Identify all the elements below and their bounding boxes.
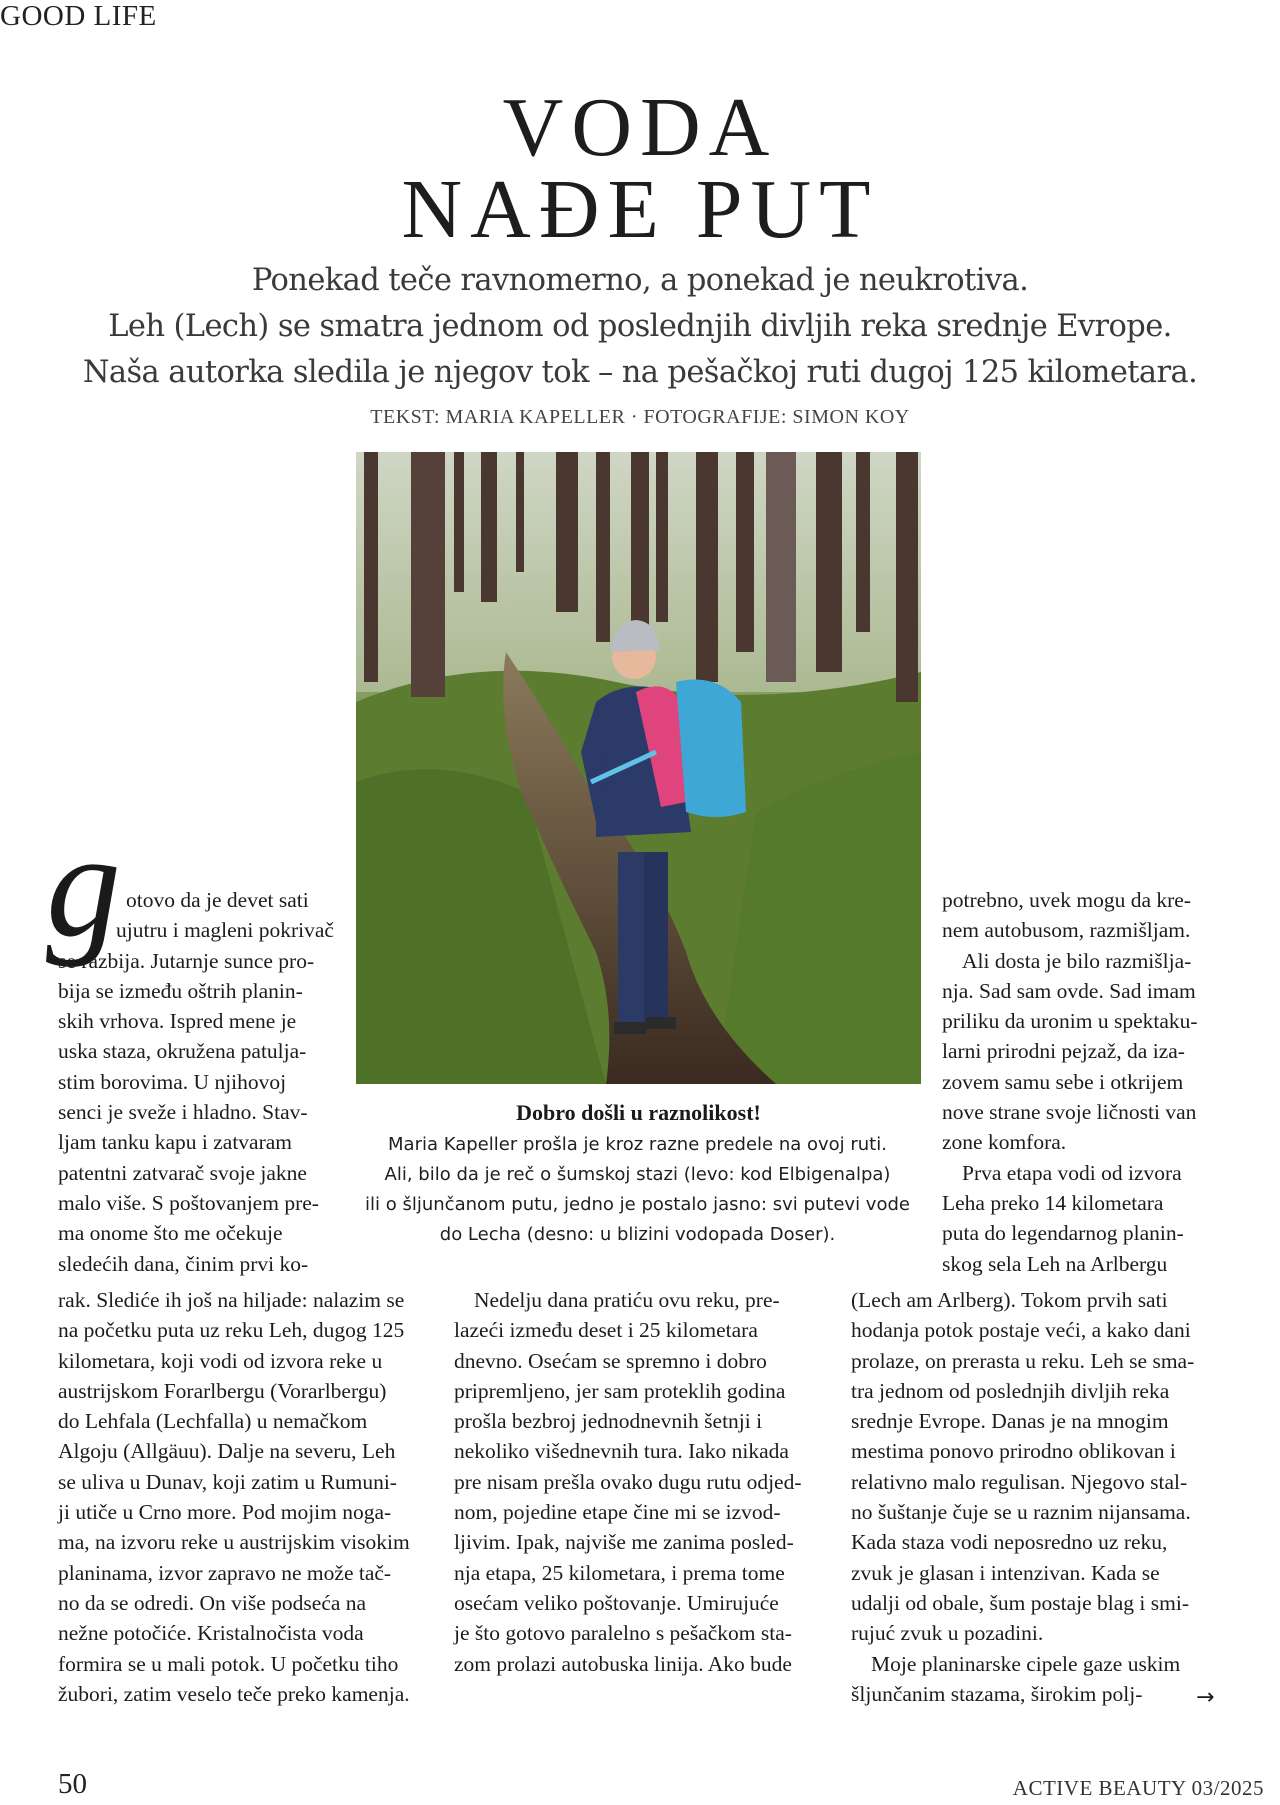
text-line: malo više. S poštovanjem pre- — [58, 1190, 319, 1215]
text-line: prošla bezbroj jednodnevnih šetnji i — [454, 1409, 763, 1434]
column-3-top — [942, 885, 1198, 1279]
text-line: zom prolazi autobuska linija. Ako bude — [454, 1651, 792, 1676]
text-line: je što gotovo paralelno s pešačkom sta- — [454, 1621, 792, 1646]
caption-line: do Lecha (desno: u blizini vodopada Doser). — [439, 1224, 836, 1245]
text-line: ma onome što me očekuje — [58, 1221, 283, 1246]
text-line: skih vrhova. Ispred mene je — [58, 1009, 297, 1034]
deck-line: Naša autorka sledila je njegov tok – na pešačkoj ruti dugoj 125 kilometara. — [82, 355, 1198, 390]
text-line: relativno malo regulisan. Njegovo stal- — [851, 1469, 1188, 1494]
text-line: stim borovima. U njihovoj — [58, 1069, 287, 1094]
column-1-bottom — [58, 1285, 410, 1709]
text-line: mestima ponovo prirodno oblikovan i — [851, 1439, 1176, 1464]
text-line: žubori, zatim veselo teče preko kamenja. — [58, 1681, 410, 1706]
credits: TEKST: MARIA KAPELLER · FOTOGRAFIJE: SIMON KOY — [370, 406, 910, 428]
text-line: nežne potočiće. Kristalnočista voda — [58, 1621, 364, 1646]
text-line: senci je sveže i hladno. Stav- — [58, 1100, 308, 1125]
hiker-forest-photo — [356, 452, 921, 1084]
text-line: potrebno, uvek mogu da kre- — [942, 888, 1191, 912]
text-line: hodanja potok postaje veći, a kako dani — [851, 1318, 1191, 1343]
title-line-2: NAĐE PUT — [401, 163, 879, 256]
text-line: ji utiče u Crno more. Pod mojim noga- — [58, 1500, 392, 1525]
text-line: rak. Slediće ih još na hiljade: nalazim se — [58, 1288, 405, 1312]
text-line: se razbija. Jutarnje sunce pro- — [58, 948, 315, 973]
text-line: nja etapa, 25 kilometara, i prema tome — [454, 1560, 785, 1585]
text-line: Moje planinarske cipele gaze uskim — [871, 1651, 1181, 1676]
text-line: dnevno. Osećam se spremno i dobro — [454, 1348, 767, 1373]
caption-headline: Dobro došli u raznolikost! — [516, 1100, 761, 1125]
deck — [40, 258, 1240, 396]
text-line: skog sela Leh na Arlbergu — [942, 1251, 1168, 1276]
page-number: 50 — [58, 1768, 87, 1800]
text-line: (Lech am Arlberg). Tokom prvih sati — [851, 1288, 1168, 1312]
text-line: šljunčanim stazama, širokim polj- — [851, 1681, 1143, 1706]
deck-line: Leh (Lech) se smatra jednom od poslednjih divljih reka srednje Evrope. — [108, 309, 1172, 344]
caption-body — [340, 1130, 935, 1250]
text-line: otovo da je devet sati — [126, 888, 309, 912]
text-line: formira se u mali potok. U početku tiho — [58, 1651, 399, 1676]
text-line: bija se između oštrih planin- — [58, 978, 303, 1003]
issue-label: ACTIVE BEAUTY 03/2025 — [1012, 1776, 1264, 1800]
text-line: no da se odredi. On više podseća na — [58, 1590, 367, 1615]
text-line: Kada staza vodi neposredno uz reku, — [851, 1530, 1168, 1555]
caption-line: Ali, bilo da je reč o šumskoj stazi (levo: kod Elbigenalpa) — [384, 1164, 891, 1185]
text-line: pre nisam prešla ovako dugu rutu odjed- — [454, 1469, 802, 1494]
text-line: ljam tanku kapu i zatvaram — [58, 1130, 293, 1155]
column-1-top — [58, 885, 334, 1279]
text-line: pripremljeno, jer sam proteklih godina — [454, 1378, 786, 1403]
text-line: do Lehfala (Lechfalla) u nemačkom — [58, 1409, 368, 1434]
text-line: uska staza, okružena patulja- — [58, 1039, 307, 1064]
text-line: larni prirodni pejzaž, da iza- — [942, 1039, 1185, 1064]
text-line: kilometara, koji vodi od izvora reke u — [58, 1348, 383, 1373]
text-line: nja. Sad sam ovde. Sad imam — [942, 978, 1196, 1003]
text-line: planinama, izvor zapravo ne može tač- — [58, 1560, 392, 1585]
text-line: zovem samu sebe i otkrijem — [942, 1069, 1184, 1094]
text-line: tra jednom od poslednjih divljih reka — [851, 1378, 1170, 1403]
text-line: se uliva u Dunav, koji zatim u Rumuni- — [58, 1469, 397, 1494]
text-line: na početku puta uz reku Leh, dugog 125 — [58, 1318, 405, 1343]
text-line: srednje Evrope. Danas je na mnogim — [851, 1409, 1169, 1434]
text-line: patentni zatvarač svoje jakne — [58, 1160, 307, 1185]
text-line: nom, pojedine etape čine mi se izvod- — [454, 1500, 781, 1525]
column-3-bottom — [851, 1285, 1194, 1709]
text-line: sledećih dana, činim prvi ko- — [58, 1251, 309, 1276]
text-line: ma, na izvoru reke u austrijskim visokim — [58, 1530, 410, 1555]
text-line: osećam veliko poštovanje. Umirujuće — [454, 1590, 779, 1615]
text-line: prolaze, on prerasta u reku. Leh se sma- — [851, 1348, 1195, 1373]
continue-arrow-icon: → — [1196, 1685, 1215, 1710]
caption-line: Maria Kapeller prošla je kroz razne predele na ovoj ruti. — [388, 1134, 887, 1155]
title-line-1: VODA — [502, 81, 778, 174]
text-line: lazeći između deset i 25 kilometara — [454, 1318, 758, 1343]
text-line: udalji od obale, šum postaje blag i smi- — [851, 1590, 1189, 1615]
text-line: austrijskom Forarlbergu (Vorarlbergu) — [58, 1378, 387, 1403]
text-line: nem autobusom, razmišljam. — [942, 918, 1191, 943]
text-line: Algoju (Allgäuu). Dalje na severu, Leh — [58, 1439, 396, 1464]
text-line: Ali dosta je bilo razmišlja- — [962, 948, 1192, 973]
text-line: zone komfora. — [942, 1130, 1067, 1155]
caption-line: ili o šljunčanom putu, jedno je postalo jasno: svi putevi vode — [365, 1194, 910, 1215]
text-line: Prva etapa vodi od izvora — [962, 1160, 1182, 1185]
text-line: Nedelju dana pratiću ovu reku, pre- — [474, 1288, 780, 1312]
text-line: zvuk je glasan i intenzivan. Kada se — [851, 1560, 1160, 1585]
text-line: ljivim. Ipak, najviše me zanima posled- — [454, 1530, 794, 1555]
text-line: no šuštanje čuje se u raznim nijansama. — [851, 1500, 1191, 1525]
text-line: ujutru i magleni pokrivač — [116, 918, 334, 943]
text-line: nove strane svoje ličnosti van — [942, 1100, 1197, 1125]
section-label: GOOD LIFE — [0, 0, 157, 32]
column-2 — [454, 1285, 802, 1679]
text-line: Leha preko 14 kilometara — [942, 1190, 1164, 1215]
drop-cap: g — [46, 802, 121, 968]
text-line: rujuć zvuk u pozadini. — [851, 1621, 1044, 1646]
text-line: priliku da uronim u spektaku- — [942, 1009, 1198, 1034]
deck-line: Ponekad teče ravnomerno, a ponekad je neukrotiva. — [251, 263, 1029, 298]
text-line: puta do legendarnog planin- — [942, 1221, 1184, 1246]
text-line: nekoliko višednevnih tura. Iako nikada — [454, 1439, 789, 1464]
